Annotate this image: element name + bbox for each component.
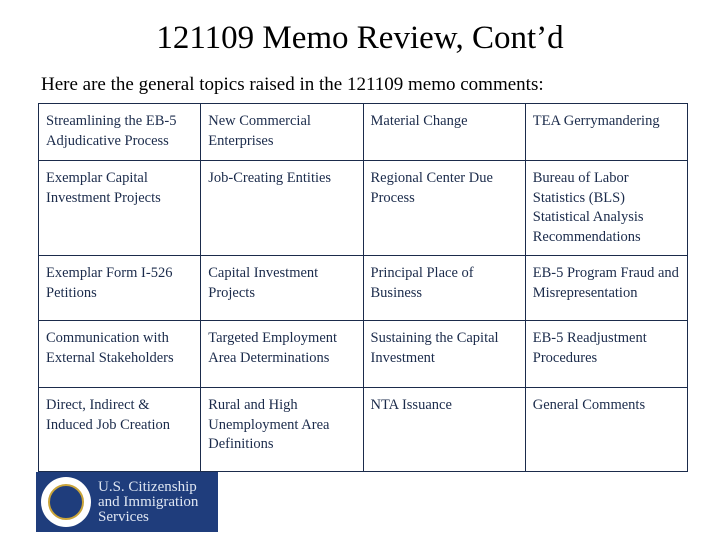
- table-cell: Communication with External Stakeholders: [39, 321, 201, 388]
- table-cell: Sustaining the Capital Investment: [363, 321, 525, 388]
- table-cell: Principal Place of Business: [363, 256, 525, 321]
- logo-line-3: Services: [98, 508, 149, 525]
- logo-line-2: and Immigration: [98, 493, 199, 510]
- table-cell: General Comments: [525, 388, 687, 472]
- dhs-seal-icon: [41, 477, 91, 527]
- slide-subtitle: Here are the general topics raised in the 121109 memo comments:: [41, 74, 544, 95]
- table-cell: EB-5 Program Fraud and Misrepresentation: [525, 256, 687, 321]
- logo-line-1: U.S. Citizenship: [98, 478, 197, 495]
- table-row: [39, 321, 688, 388]
- table-cell: Material Change: [363, 104, 525, 161]
- table-cell: New Commercial Enterprises: [201, 104, 363, 161]
- table-row: [39, 161, 688, 256]
- slide-title: 121109 Memo Review, Cont’d: [156, 20, 564, 56]
- table-cell: Job-Creating Entities: [201, 161, 363, 256]
- topics-table: [38, 103, 688, 472]
- table-cell: Targeted Employment Area Determinations: [201, 321, 363, 388]
- table-cell: Capital Investment Projects: [201, 256, 363, 321]
- table-cell: Exemplar Form I-526 Petitions: [39, 256, 201, 321]
- table-cell: NTA Issuance: [363, 388, 525, 472]
- table-cell: Bureau of Labor Statistics (BLS) Statistical Analysis Recommendations: [525, 161, 687, 256]
- table-row: [39, 104, 688, 161]
- table-row: [39, 256, 688, 321]
- table-cell: TEA Gerrymandering: [525, 104, 687, 161]
- table-cell: EB-5 Readjustment Procedures: [525, 321, 687, 388]
- table-cell: Direct, Indirect & Induced Job Creation: [39, 388, 201, 472]
- table-cell: Regional Center Due Process: [363, 161, 525, 256]
- uscis-logo: [36, 472, 218, 532]
- table-cell: Rural and High Unemployment Area Definitions: [201, 388, 363, 472]
- table-row: [39, 388, 688, 472]
- table-cell: Exemplar Capital Investment Projects: [39, 161, 201, 256]
- table-cell: Streamlining the EB-5 Adjudicative Process: [39, 104, 201, 161]
